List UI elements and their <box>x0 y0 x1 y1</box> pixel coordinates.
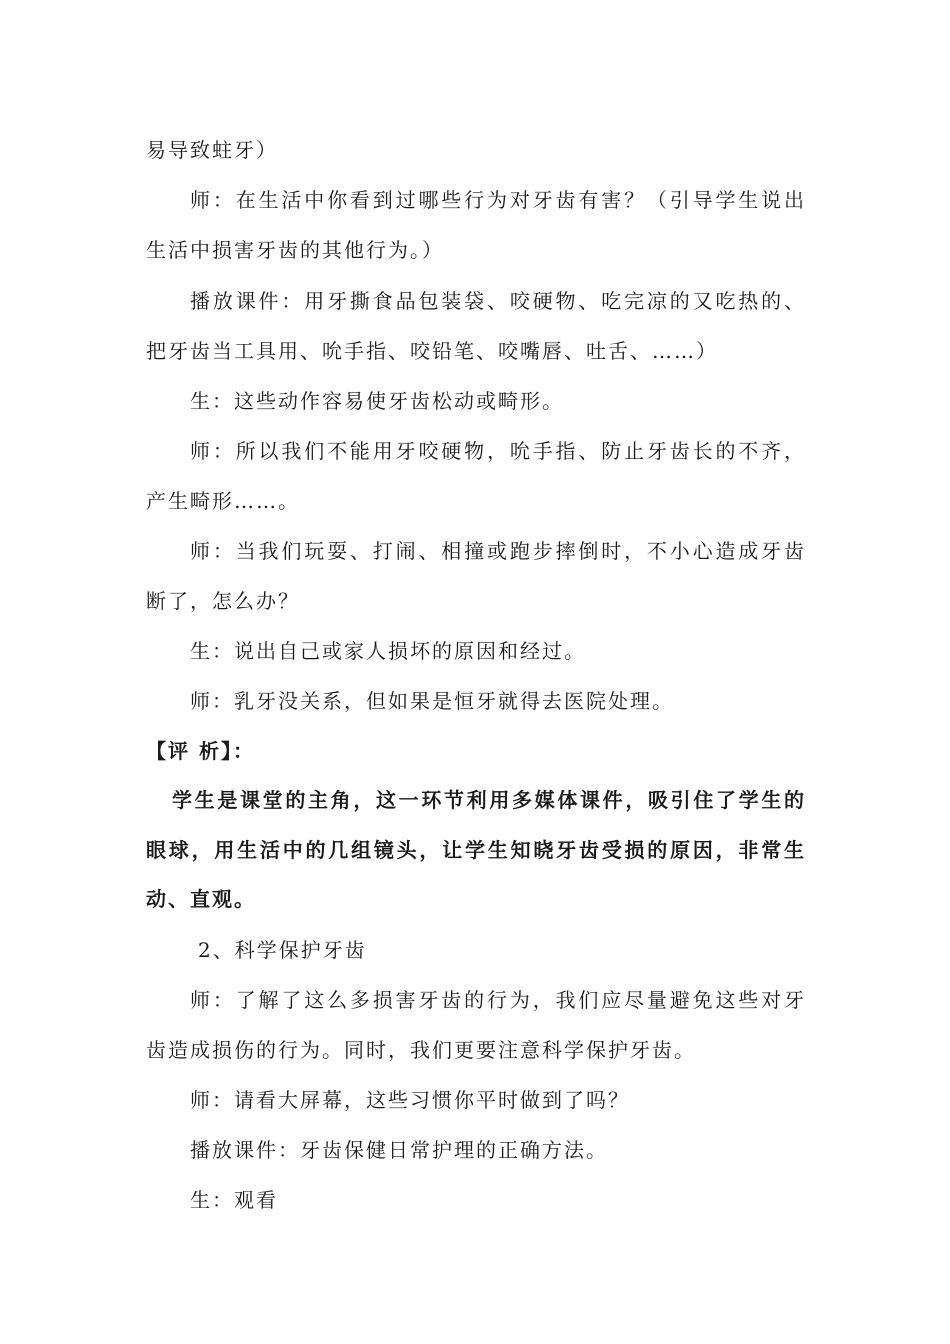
text-line: 播放课件：牙齿保健日常护理的正确方法。 <box>190 1138 608 1162</box>
text-line: 断了，怎么办？ <box>146 589 300 613</box>
text-line: 师：了解了这么多损害牙齿的行为，我们应尽量避免这些对牙 <box>190 988 806 1012</box>
text-line: 生：这些动作容易使牙齿松动或畸形。 <box>190 389 564 413</box>
text-line: 播放课件：用牙撕食品包装袋、咬硬物、吃完凉的又吃热的、 <box>190 289 806 313</box>
text-line: 生：观看 <box>190 1188 278 1212</box>
text-line: 易导致蛀牙） <box>146 138 278 162</box>
text-line: 生：说出自己或家人损坏的原因和经过。 <box>190 639 586 663</box>
text-line: 学生是课堂的主角，这一环节利用多媒体课件，吸引住了学生的 <box>172 788 806 812</box>
text-line: 眼球，用生活中的几组镜头，让学生知晓牙齿受损的原因，非常生 <box>146 838 806 862</box>
text-line: 齿造成损伤的行为。同时，我们更要注意科学保护牙齿。 <box>146 1038 696 1062</box>
text-line: 产生畸形……。 <box>146 489 300 513</box>
section-heading: 【评 析】： <box>146 739 255 763</box>
text-line: 动、直观。 <box>146 887 256 911</box>
text-line: 师：所以我们不能用牙咬硬物，吮手指、防止牙齿长的不齐， <box>190 439 806 463</box>
text-line: 师：乳牙没关系，但如果是恒牙就得去医院处理。 <box>190 689 674 713</box>
text-line: 生活中损害牙齿的其他行为。） <box>146 238 444 262</box>
subsection-heading: 2、科学保护牙齿 <box>198 938 367 962</box>
text-line: 师：当我们玩耍、打闹、相撞或跑步摔倒时，不小心造成牙齿 <box>190 539 806 563</box>
text-line: 把牙齿当工具用、吮手指、咬铅笔、咬嘴唇、吐舌、……） <box>146 339 718 363</box>
text-line: 师：在生活中你看到过哪些行为对牙齿有害？（引导学生说出 <box>190 188 806 212</box>
text-line: 师：请看大屏幕，这些习惯你平时做到了吗？ <box>190 1088 630 1112</box>
